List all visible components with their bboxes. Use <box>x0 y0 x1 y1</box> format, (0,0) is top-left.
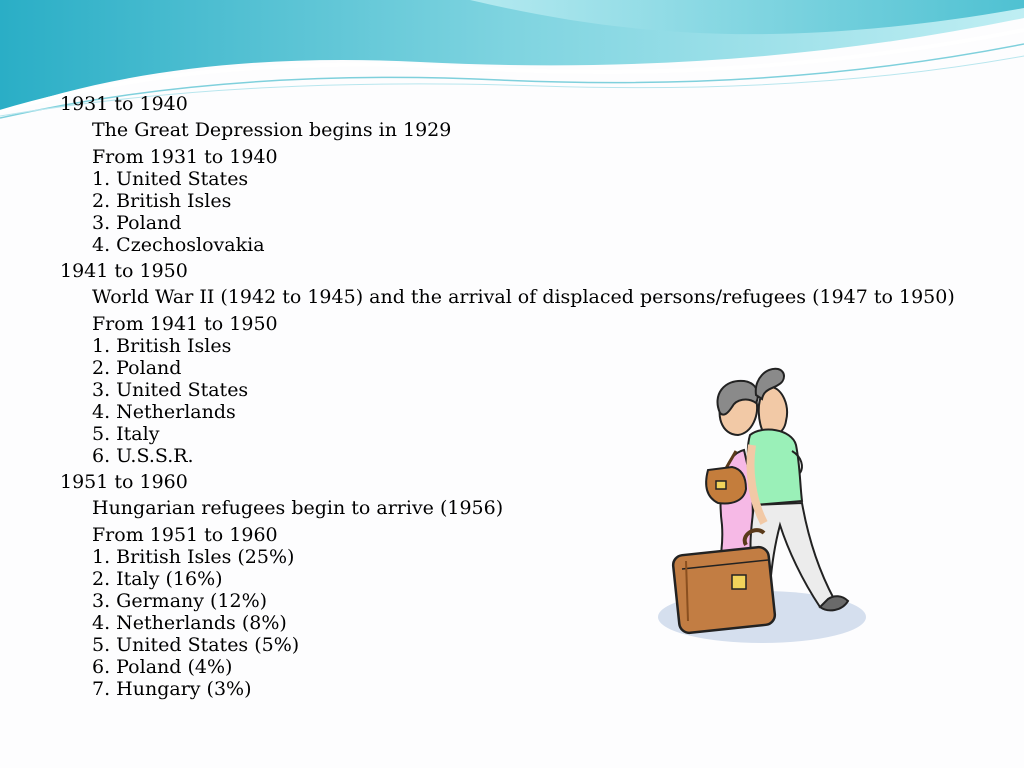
period-event: The Great Depression begins in 1929 <box>92 119 452 141</box>
ranking-list-title: From 1931 to 1940 <box>92 146 278 168</box>
ranking-item: 3. Germany (12%) <box>92 590 268 612</box>
period-heading: 1941 to 1950 <box>60 260 188 282</box>
ranking-item: 1. British Isles <box>92 335 232 357</box>
ranking-item: 2. British Isles <box>92 190 232 212</box>
ranking-item: 1. British Isles (25%) <box>92 546 295 568</box>
period-event: Hungarian refugees begin to arrive (1956) <box>92 497 504 519</box>
ranking-item: 2. Italy (16%) <box>92 568 223 590</box>
travelers-clipart <box>652 355 867 650</box>
ranking-item: 6. U.S.S.R. <box>92 445 194 467</box>
ranking-item: 4. Netherlands <box>92 401 236 423</box>
ranking-item: 7. Hungary (3%) <box>92 678 252 700</box>
period-heading: 1931 to 1940 <box>60 93 188 115</box>
ranking-list-title: From 1941 to 1950 <box>92 313 278 335</box>
ranking-item: 4. Czechoslovakia <box>92 234 265 256</box>
ranking-item: 5. Italy <box>92 423 160 445</box>
ranking-item: 3. United States <box>92 379 249 401</box>
ranking-list <box>92 146 960 256</box>
period-event: World War II (1942 to 1945) and the arrival of displaced persons/refugees (1947 to 1950) <box>92 286 955 308</box>
ranking-item: 2. Poland <box>92 357 182 379</box>
ranking-item: 1. United States <box>92 168 249 190</box>
ranking-item: 4. Netherlands (8%) <box>92 612 287 634</box>
ranking-item: 3. Poland <box>92 212 182 234</box>
ranking-item: 5. United States (5%) <box>92 634 300 656</box>
period-heading: 1951 to 1960 <box>60 471 188 493</box>
ranking-list-title: From 1951 to 1960 <box>92 524 278 546</box>
ranking-item: 6. Poland (4%) <box>92 656 233 678</box>
